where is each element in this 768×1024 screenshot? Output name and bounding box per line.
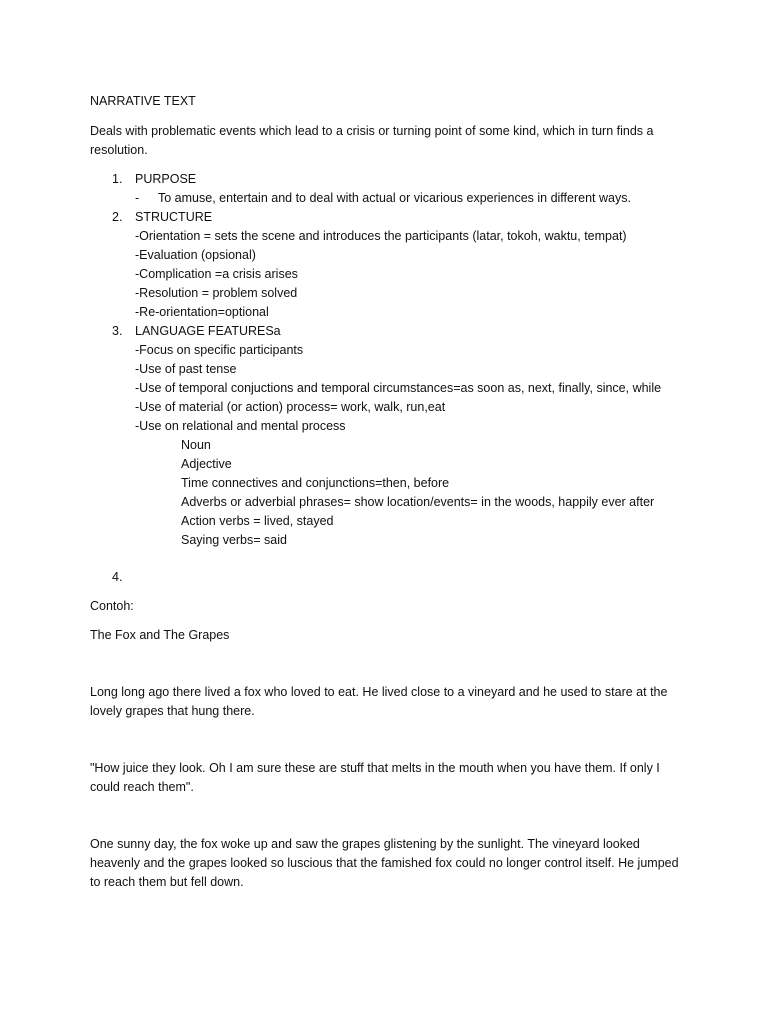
list-item-purpose [90,170,690,208]
purpose-text: To amuse, entertain and to deal with actual or vicarious experiences in different ways. [158,191,631,205]
structure-line: -Resolution = problem solved [135,286,298,300]
list-item-structure [90,208,690,322]
language-line: -Use on relational and mental process [135,419,346,433]
list-number: 1. [112,172,123,186]
language-subline: Time connectives and conjunctions=then, before [181,476,450,490]
language-heading: LANGUAGE FEATURESa [135,324,281,338]
example-label: Contoh: [90,599,134,613]
document-page [90,92,690,930]
structure-heading: STRUCTURE [135,210,213,224]
document-title: NARRATIVE TEXT [90,94,196,108]
story-paragraph: "How juice they look. Oh I am sure these are stuff that melts in the mouth when you have them. If only I could reach them". [90,761,660,794]
intro-paragraph: Deals with problematic events which lead to a crisis or turning point of some kind, which in turn finds a resolution. [90,124,654,157]
structure-line: -Evaluation (opsional) [135,248,256,262]
language-subline: Noun [181,438,211,452]
list-number: 4. [112,570,123,584]
language-subline: Adjective [181,457,232,471]
numbered-list [90,170,690,587]
structure-line: -Re-orientation=optional [135,305,269,319]
language-subline: Action verbs = lived, stayed [181,514,334,528]
language-line: -Use of material (or action) process= work, walk, run,eat [135,400,446,414]
list-item-language-features [90,322,690,550]
language-subline: Adverbs or adverbial phrases= show location/events= in the woods, happily ever after [181,495,655,509]
language-line: -Use of past tense [135,362,237,376]
list-number: 3. [112,324,123,338]
language-line: -Focus on specific participants [135,343,304,357]
dash-marker: - [135,191,140,205]
language-line: -Use of temporal conjuctions and temporal circumstances=as soon as, next, finally, since, while [135,381,662,395]
story-paragraph: Long long ago there lived a fox who loved to eat. He lived close to a vineyard and he used to stare at the lovely grapes that hung there. [90,685,668,718]
story-title: The Fox and The Grapes [90,628,230,642]
structure-line: -Complication =a crisis arises [135,267,298,281]
story-paragraph: One sunny day, the fox woke up and saw the grapes glistening by the sunlight. The vineyard looked heavenly and the grapes looked so luscious that the famished fox could no longer control itself. He jumped to reach them but fell down. [90,837,679,889]
structure-line: -Orientation = sets the scene and introduces the participants (latar, tokoh, waktu, tempat) [135,229,627,243]
purpose-heading: PURPOSE [135,172,197,186]
list-item-empty [90,568,690,587]
list-number: 2. [112,210,123,224]
purpose-bullet [135,189,690,208]
language-subline: Saying verbs= said [181,533,287,547]
